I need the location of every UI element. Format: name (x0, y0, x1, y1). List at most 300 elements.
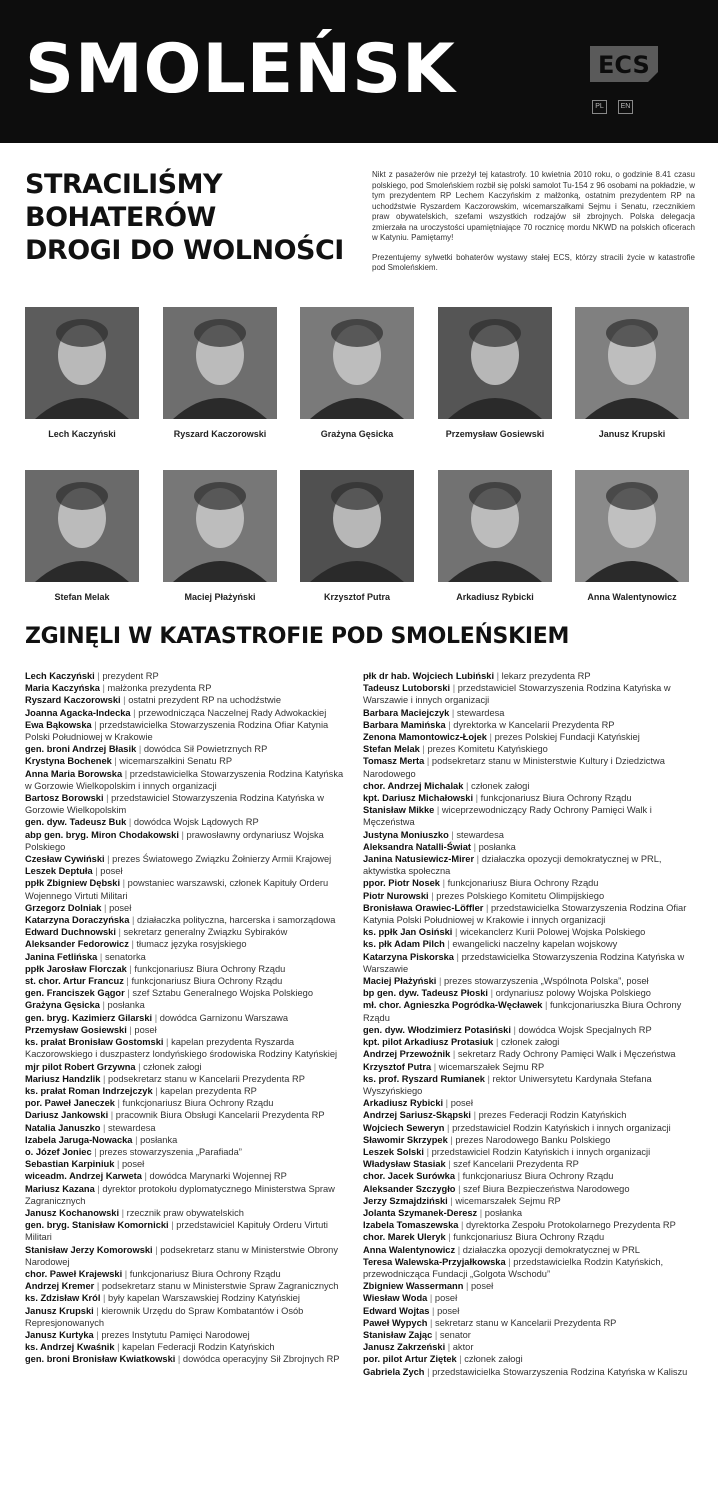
victim-entry: Justyna Moniuszko | stewardesa (363, 829, 504, 840)
ecs-logo (590, 46, 658, 82)
victim-entry: Barbara Mamińska | dyrektorka w Kancelarii Prezydenta RP (363, 719, 615, 730)
victim-role: aktor (452, 1342, 474, 1353)
victim-role: poseł (100, 866, 123, 877)
victim-entry: bp gen. dyw. Tadeusz Płoski | ordynariusz polowy Wojska Polskiego (363, 988, 651, 999)
victim-name: Leszek Solski (363, 1146, 424, 1157)
victim-entry: gen. broni Bronisław Kwiatkowski | dowódca operacyjny Sił Zbrojnych RP (25, 1354, 340, 1365)
ecs-logo-text: ECS (598, 51, 650, 79)
victim-entry: Bronisława Orawiec-Löffler | przedstawicielka Stowarzyszenia Rodzina Ofiar Katynia Polski Południowej w Krakowie i innych organizacji (363, 902, 687, 926)
victim-entry: ks. Andrzej Kwaśnik | kapelan Federacji Rodzin Katyńskich (25, 1342, 275, 1353)
victim-role: funkcjonariusz Biura Ochrony Rządu (453, 1232, 605, 1243)
victim-entry: Krystyna Bochenek | wicemarszałkini Senatu RP (25, 756, 233, 767)
victim-entry: Zenona Mamontowicz-Łojek | prezes Polskiej Fundacji Katyńskiej (363, 732, 640, 743)
victim-entry: Jolanta Szymanek-Deresz | posłanka (363, 1207, 523, 1218)
victim-entry: gen. broni Andrzej Błasik | dowódca Sił Powietrznych RP (25, 744, 268, 755)
victim-entry: Edward Duchnowski | sekretarz generalny Związku Sybiraków (25, 927, 288, 938)
victim-name: mł. chor. Agnieszka Pogródka-Węcławek (363, 1000, 543, 1011)
victim-name: Zbigniew Wassermann (363, 1281, 464, 1292)
victim-role: prezes Polskiej Fundacji Katyńskiej (494, 732, 640, 743)
victim-role: kapelan prezydenta Ryszarda Kaczorowskiego i duszpasterz londyńskiego środowiska Rodziny Katyńskiej (25, 1037, 338, 1060)
victim-name: Izabela Tomaszewska (363, 1220, 459, 1231)
victim-entry: Mariusz Handzlik | podsekretarz stanu w Kancelarii Prezydenta RP (25, 1073, 305, 1084)
victim-role: prezes Federacji Rodzin Katyńskich (478, 1110, 627, 1121)
portrait-photo (438, 470, 552, 582)
victim-entry: gen. bryg. Stanisław Komornicki | przedstawiciel Kapituły Orderu Virtuti Militari (25, 1220, 328, 1243)
victim-role: kapelan Federacji Rodzin Katyńskich (122, 1342, 275, 1353)
hero-card (25, 470, 139, 602)
victim-entry: gen. dyw. Tadeusz Buk | dowódca Wojsk Lądowych RP (25, 817, 259, 828)
intro-paragraph: Prezentujemy sylwetki bohaterów wystawy stałej ECS, którzy stracili życie w katastrofie pod Smoleńskiem. (372, 252, 695, 272)
victim-name: Czesław Cywiński (25, 854, 105, 865)
victim-role: dowódca operacyjny Sił Zbrojnych RP (182, 1354, 340, 1365)
victim-role: dowódca Sił Powietrznych RP (143, 744, 268, 755)
victim-role: prezes Polskiego Komitetu Olimpijskiego (436, 890, 605, 901)
victim-name: por. Paweł Janeczek (25, 1098, 115, 1109)
victim-name: Maciej Płażyński (363, 976, 437, 987)
victim-entry: Wiesław Woda | poseł (363, 1293, 458, 1304)
portrait-photo (163, 470, 277, 582)
victim-name: chor. Jacek Surówka (363, 1171, 455, 1182)
victim-role: poseł (437, 1305, 460, 1316)
victim-role: podsekretarz stanu w Ministerstwie Obrony Narodowej (25, 1244, 338, 1267)
portrait-photo (25, 307, 139, 419)
victim-name: Janina Natusiewicz-Mirer (363, 854, 475, 865)
victim-entry: ppłk Zbigniew Dębski | powstaniec warszawski, członek Kapituły Orderu Wojennego Virtuti Militari (25, 878, 329, 901)
victim-name: Arkadiusz Rybicki (363, 1098, 444, 1109)
victim-role: funkcjonariusz Biura Ochrony Rządu (131, 976, 283, 987)
victim-entry: chor. Andrzej Michalak | członek załogi (363, 780, 530, 791)
victim-entry: Ryszard Kaczorowski | ostatni prezydent RP na uchodźstwie (25, 695, 281, 706)
hero-card (575, 307, 689, 439)
hero-card (575, 470, 689, 602)
victim-role: dyrektor protokołu dyplomatycznego Ministerstwa Spraw Zagranicznych (25, 1183, 335, 1206)
victim-name: kpt. pilot Arkadiusz Protasiuk (363, 1037, 494, 1048)
victim-entry: Krzysztof Putra | wicemarszałek Sejmu RP (363, 1061, 545, 1072)
portrait-photo (300, 470, 414, 582)
victim-name: Edward Wojtas (363, 1305, 430, 1316)
victim-entry: kpt. Dariusz Michałowski | funkcjonariusz Biura Ochrony Rządu (363, 793, 632, 804)
victim-role: wicemarszałek Sejmu RP (438, 1061, 545, 1072)
victim-role: dyrektorka Zespołu Protokolarnego Prezydenta RP (466, 1220, 676, 1231)
victim-role: przedstawiciel Kapituły Orderu Virtuti Militari (25, 1220, 328, 1243)
victim-role: sekretarz generalny Związku Sybiraków (123, 927, 288, 938)
victim-name: chor. Paweł Krajewski (25, 1268, 123, 1279)
victim-entry: Maria Kaczyńska | małżonka prezydenta RP (25, 683, 212, 694)
victim-name: Andrzej Przewoźnik (363, 1049, 451, 1060)
victim-entry: Aleksandra Natalli-Świat | posłanka (363, 841, 516, 852)
victim-name: o. Józef Joniec (25, 1146, 92, 1157)
victim-role: sekretarz Rady Ochrony Pamięci Walk i Męczeństwa (457, 1049, 676, 1060)
victims-list-left (25, 670, 345, 1366)
victim-name: Wojciech Seweryn (363, 1122, 445, 1133)
victim-role: działaczka opozycji demokratycznej w PRL, aktywistka społeczna (363, 854, 662, 877)
victim-role: prezes Narodowego Banku Polskiego (455, 1134, 611, 1145)
victim-role: poseł (434, 1293, 458, 1304)
victim-entry: płk dr hab. Wojciech Lubiński | lekarz prezydenta RP (363, 671, 591, 681)
victim-entry: chor. Jacek Surówka | funkcjonariusz Biura Ochrony Rządu (363, 1171, 614, 1182)
portrait-photo (163, 307, 277, 419)
victim-entry: Dariusz Jankowski | pracownik Biura Obsługi Kancelarii Prezydenta RP (25, 1110, 325, 1121)
portrait-photo (25, 470, 139, 582)
victim-name: ks. ppłk Jan Osiński (363, 927, 453, 938)
victim-role: szef Biura Bezpieczeństwa Narodowego (463, 1183, 630, 1194)
victim-name: por. pilot Artur Ziętek (363, 1354, 457, 1365)
victim-role: poseł (121, 1159, 145, 1170)
hero-card (25, 307, 139, 439)
victim-entry: Andrzej Sariusz-Skąpski | prezes Federacji Rodzin Katyńskich (363, 1110, 627, 1121)
victim-name: Anna Walentynowicz (363, 1244, 456, 1255)
victim-entry: Andrzej Przewoźnik | sekretarz Rady Ochrony Pamięci Walk i Męczeństwa (363, 1049, 676, 1060)
victim-entry: Maciej Płażyński | prezes stowarzyszenia „Wspólnota Polska”, poseł (363, 976, 649, 987)
victim-role: ordynariusz polowy Wojska Polskiego (495, 988, 651, 999)
victim-entry: Ewa Bąkowska | przedstawicielka Stowarzyszenia Rodzina Ofiar Katynia Polski Południowej w Krakowie (25, 719, 329, 743)
victim-name: Aleksander Szczygło (363, 1183, 456, 1194)
victim-name: Edward Duchnowski (25, 927, 116, 938)
victim-role: działaczka polityczna, harcerska i samorządowa (136, 915, 336, 926)
victim-role: podsekretarz stanu w Kancelarii Prezydenta RP (108, 1073, 305, 1084)
victim-role: prezydent RP (102, 671, 159, 681)
victim-name: ks. prałat Bronisław Gostomski (25, 1037, 164, 1048)
victim-role: sekretarz stanu w Kancelarii Prezydenta RP (435, 1317, 617, 1328)
victim-name: Stanisław Zając (363, 1329, 433, 1340)
victim-entry: ks. ppłk Jan Osiński | wicekanclerz Kurii Polowej Wojska Polskiego (363, 927, 646, 938)
victim-name: Przemysław Gosiewski (25, 1024, 127, 1035)
victim-name: Sławomir Skrzypek (363, 1134, 448, 1145)
victim-entry: Grzegorz Dolniak | poseł (25, 902, 132, 913)
victim-role: dowódca Wojsk Specjalnych RP (518, 1024, 652, 1035)
victim-role: tłumacz języka rosyjskiego (136, 939, 247, 950)
victim-role: funkcjonariusz Biura Ochrony Rządu (447, 878, 599, 889)
intro-headline (25, 168, 355, 267)
victim-name: Stanisław Jerzy Komorowski (25, 1244, 153, 1255)
victim-role: przedstawicielka Stowarzyszenia Rodzina Katyńska w Kaliszu (432, 1366, 688, 1377)
language-en-button[interactable]: EN (618, 100, 633, 114)
victim-entry: gen. dyw. Włodzimierz Potasiński | dowódca Wojsk Specjalnych RP (363, 1024, 652, 1035)
portrait-photo (575, 307, 689, 419)
victim-entry: Sławomir Skrzypek | prezes Narodowego Banku Polskiego (363, 1134, 611, 1145)
victim-name: wiceadm. Andrzej Karweta (25, 1171, 142, 1182)
hero-card (163, 470, 277, 602)
victim-entry: ks. płk Adam Pilch | ewangelicki naczelny kapelan wojskowy (363, 939, 618, 950)
list-title: ZGINĘLI W KATASTROFIE POD SMOLEŃSKIEM (25, 624, 570, 649)
victim-name: ppłk Zbigniew Dębski (25, 878, 121, 889)
victim-name: bp gen. dyw. Tadeusz Płoski (363, 988, 489, 999)
victim-entry: gen. bryg. Kazimierz Gilarski | dowódca Garnizonu Warszawa (25, 1012, 289, 1023)
hero-name: Janusz Krupski (598, 429, 666, 439)
victim-name: ks. Andrzej Kwaśnik (25, 1342, 115, 1353)
victims-list-right (363, 670, 693, 1378)
victim-entry: Arkadiusz Rybicki | poseł (363, 1098, 473, 1109)
victim-name: chor. Marek Uleryk (363, 1232, 446, 1243)
hero-name: Maciej Płażyński (184, 592, 256, 602)
victim-role: prezes stowarzyszenia „Parafiada” (99, 1146, 242, 1157)
victim-role: posłanka (107, 1000, 145, 1011)
victim-name: Maria Kaczyńska (25, 683, 100, 694)
victim-name: Teresa Walewska-Przyjałkowska (363, 1256, 506, 1267)
victim-entry: Zbigniew Wassermann | poseł (363, 1281, 494, 1292)
language-pl-button[interactable]: PL (592, 100, 607, 114)
headline-line: STRACILIŚMY (25, 169, 223, 200)
victim-role: przewodnicząca Naczelnej Rady Adwokackiej (138, 707, 327, 718)
hero-name: Lech Kaczyński (48, 429, 116, 439)
victim-name: Anna Maria Borowska (25, 768, 123, 779)
victim-entry: Katarzyna Doraczyńska | działaczka polityczna, harcerska i samorządowa (25, 915, 336, 926)
victim-name: Janusz Krupski (25, 1305, 94, 1316)
victim-entry: Barbara Maciejczyk | stewardesa (363, 707, 505, 718)
victim-role: funkcjonariusz Biura Ochrony Rządu (134, 963, 286, 974)
victim-name: ks. prałat Roman Indrzejczyk (25, 1085, 153, 1096)
headline-line: DROGI DO WOLNOŚCI (25, 235, 344, 266)
victim-role: posłanka (140, 1134, 178, 1145)
victim-name: Katarzyna Doraczyńska (25, 915, 130, 926)
victim-role: wicemarszałek Sejmu RP (455, 1195, 561, 1206)
victim-role: szef Kancelarii Prezydenta RP (453, 1159, 579, 1170)
victim-entry: Tadeusz Lutoborski | przedstawiciel Stowarzyszenia Rodzina Katyńska w Warszawie i innych organizacji (363, 683, 671, 706)
victim-entry: ks. prałat Roman Indrzejczyk | kapelan prezydenta RP (25, 1085, 257, 1096)
victim-entry: chor. Marek Uleryk | funkcjonariusz Biura Ochrony Rządu (363, 1232, 605, 1243)
victim-entry: Lech Kaczyński | prezydent RP (25, 671, 159, 681)
victim-role: przedstawicielka Rodzin Katyńskich, przewodnicząca Fundacji „Golgota Wschodu” (363, 1256, 664, 1279)
victim-entry: Katarzyna Piskorska | przedstawicielka Stowarzyszenia Rodzina Katyńska w Warszawie (363, 951, 685, 974)
hero-name: Przemysław Gosiewski (445, 429, 545, 439)
victim-role: rektor Uniwersytetu Kardynała Stefana Wyszyńskiego (363, 1073, 652, 1096)
victim-entry: Janusz Kurtyka | prezes Instytutu Pamięci Narodowej (25, 1329, 250, 1340)
hero-card (163, 307, 277, 439)
victim-name: Bartosz Borowski (25, 793, 104, 804)
victim-role: przedstawicielka Stowarzyszenia Rodzina Ofiar Katynia Polski Południowej w Krakowie (25, 719, 329, 743)
victim-name: gen. broni Andrzej Błasik (25, 744, 137, 755)
victim-name: gen. Franciszek Gągor (25, 988, 125, 999)
victim-name: ppłk Jarosław Florczak (25, 963, 127, 974)
hero-name: Ryszard Kaczorowski (173, 429, 267, 439)
victim-entry: Janina Natusiewicz-Mirer | działaczka opozycji demokratycznej w PRL, aktywistka społeczna (363, 854, 662, 877)
victim-name: Andrzej Sariusz-Skąpski (363, 1110, 471, 1121)
victim-name: Władysław Stasiak (363, 1159, 446, 1170)
hero-name: Krzysztof Putra (323, 592, 390, 602)
victim-role: podsekretarz stanu w Ministerstwie Spraw Zagranicznych (101, 1281, 339, 1292)
victim-role: wicekanclerz Kurii Polowej Wojska Polskiego (460, 927, 646, 938)
victim-entry: Bartosz Borowski | przedstawiciel Stowarzyszenia Rodzina Katyńska w Gorzowie Wielkopolskim (25, 793, 325, 816)
victim-role: prezes Instytutu Pamięci Narodowej (101, 1329, 250, 1340)
victim-role: dyrektorka w Kancelarii Prezydenta RP (453, 719, 615, 730)
victim-role: ostatni prezydent RP na uchodźstwie (128, 695, 281, 706)
victim-role: kapelan prezydenta RP (160, 1085, 257, 1096)
victim-entry: ks. prof. Ryszard Rumianek | rektor Uniwersytetu Kardynała Stefana Wyszyńskiego (363, 1073, 652, 1096)
victim-name: Paweł Wypych (363, 1317, 428, 1328)
victim-name: gen. bryg. Stanisław Komornicki (25, 1220, 169, 1231)
victim-entry: Janina Fetlińska | senatorka (25, 951, 146, 962)
victim-name: Izabela Jaruga-Nowacka (25, 1134, 133, 1145)
victim-role: podsekretarz stanu w Ministerstwie Kultury i Dziedzictwa Narodowego (363, 756, 665, 779)
victim-role: stewardesa (456, 707, 505, 718)
victim-name: Aleksander Fedorowicz (25, 939, 129, 950)
victim-role: przedstawicielka Stowarzyszenia Rodzina Katyńska w Warszawie (363, 951, 685, 974)
victim-entry: Piotr Nurowski | prezes Polskiego Komitetu Olimpijskiego (363, 890, 605, 901)
victim-name: gen. broni Bronisław Kwiatkowski (25, 1354, 176, 1365)
victim-name: Ewa Bąkowska (25, 719, 92, 730)
victim-entry: Natalia Januszko | stewardesa (25, 1122, 156, 1133)
victim-name: Barbara Maciejczyk (363, 707, 450, 718)
victim-entry: Leszek Deptuła | poseł (25, 866, 123, 877)
victim-entry: o. Józef Joniec | prezes stowarzyszenia „Parafiada” (25, 1146, 242, 1157)
victim-name: chor. Andrzej Michalak (363, 780, 464, 791)
victim-entry: Anna Maria Borowska | przedstawicielka Stowarzyszenia Rodzina Katyńska w Gorzowie Wielkopolskim i innych organizacji (25, 768, 344, 791)
victim-name: Jolanta Szymanek-Deresz (363, 1207, 478, 1218)
victim-entry: Leszek Solski | przedstawiciel Rodzin Katyńskich i innych organizacji (363, 1146, 651, 1157)
hero-card (300, 470, 414, 602)
victim-name: mjr pilot Robert Grzywna (25, 1061, 136, 1072)
victim-role: wicemarszałkini Senatu RP (119, 756, 233, 767)
victim-name: gen. dyw. Tadeusz Buk (25, 817, 127, 828)
victim-role: senator (439, 1329, 471, 1340)
victim-role: lekarz prezydenta RP (501, 671, 591, 681)
victim-name: Janusz Zakrzeński (363, 1342, 446, 1353)
victim-entry: Stanisław Mikke | wiceprzewodniczący Rady Ochrony Pamięci Walk i Męczeństwa (363, 805, 652, 828)
victim-role: funkcjonariuszka Biura Ochrony Rządu (363, 1000, 682, 1023)
victim-role: były kapelan Warszawskiej Rodziny Katyńskiej (108, 1293, 300, 1304)
victim-entry: Stanisław Zając | senator (363, 1329, 471, 1340)
victim-name: Ryszard Kaczorowski (25, 695, 121, 706)
victim-role: członek załogi (464, 1354, 523, 1365)
victim-role: członek załogi (143, 1061, 202, 1072)
victim-name: Wiesław Woda (363, 1293, 428, 1304)
victim-entry: Władysław Stasiak | szef Kancelarii Prezydenta RP (363, 1159, 579, 1170)
victim-role: funkcjonariusz Biura Ochrony Rządu (129, 1268, 281, 1279)
hero-name: Stefan Melak (54, 592, 110, 602)
victim-role: pracownik Biura Obsługi Kancelarii Prezydenta RP (115, 1110, 325, 1121)
victim-entry: Wojciech Seweryn | przedstawiciel Rodzin Katyńskich i innych organizacji (363, 1122, 671, 1133)
victim-entry: Sebastian Karpiniuk | poseł (25, 1159, 145, 1170)
victim-role: dowódca Wojsk Lądowych RP (133, 817, 259, 828)
victim-name: Krystyna Bochenek (25, 756, 112, 767)
victim-entry: Janusz Kochanowski | rzecznik praw obywatelskich (25, 1207, 244, 1218)
victim-name: Sebastian Karpiniuk (25, 1159, 115, 1170)
victim-role: przedstawiciel Stowarzyszenia Rodzina Katyńska w Gorzowie Wielkopolskim (25, 793, 325, 816)
victim-name: Stefan Melak (363, 744, 420, 755)
victim-name: Andrzej Kremer (25, 1281, 95, 1292)
victim-entry: Aleksander Szczygło | szef Biura Bezpieczeństwa Narodowego (363, 1183, 630, 1194)
victim-role: poseł (450, 1098, 473, 1109)
victim-entry: ks. Zdzisław Król | były kapelan Warszawskiej Rodziny Katyńskiej (25, 1293, 300, 1304)
victim-entry: Stefan Melak | prezes Komitetu Katyńskiego (363, 744, 548, 755)
portrait-photo (575, 470, 689, 582)
hero-card (300, 307, 414, 439)
victim-role: przedstawiciel Rodzin Katyńskich i innych organizacji (431, 1146, 651, 1157)
victim-role: kierownik Urzędu do Spraw Kombatantów i Osób Represjonowanych (25, 1305, 304, 1328)
victim-name: Aleksandra Natalli-Świat (363, 841, 471, 852)
victim-entry: Grażyna Gęsicka | posłanka (25, 1000, 145, 1011)
page-header (0, 0, 718, 143)
victim-entry: chor. Paweł Krajewski | funkcjonariusz Biura Ochrony Rządu (25, 1268, 281, 1279)
victim-name: Grzegorz Dolniak (25, 902, 102, 913)
hero-card (438, 470, 552, 602)
victim-role: działaczka opozycji demokratycznej w PRL (462, 1244, 640, 1255)
victim-role: szef Sztabu Generalnego Wojska Polskiego (132, 988, 314, 999)
victim-entry: ppłk Jarosław Florczak | funkcjonariusz Biura Ochrony Rządu (25, 963, 286, 974)
victim-role: posłanka (484, 1207, 523, 1218)
victim-entry: Joanna Agacka-Indecka | przewodnicząca Naczelnej Rady Adwokackiej (25, 707, 327, 718)
victim-entry: Janusz Krupski | kierownik Urzędu do Spraw Kombatantów i Osób Represjonowanych (25, 1305, 304, 1328)
victim-role: ewangelicki naczelny kapelan wojskowy (452, 939, 618, 950)
victim-name: Stanisław Mikke (363, 805, 435, 816)
victim-name: Krzysztof Putra (363, 1061, 432, 1072)
victim-entry: Edward Wojtas | poseł (363, 1305, 460, 1316)
victim-name: Leszek Deptuła (25, 866, 93, 877)
victim-name: Mariusz Kazana (25, 1183, 95, 1194)
victim-role: prezes Komitetu Katyńskiego (427, 744, 548, 755)
victim-entry: Mariusz Kazana | dyrektor protokołu dyplomatycznego Ministerstwa Spraw Zagranicznych (25, 1183, 335, 1206)
victim-role: poseł (471, 1281, 494, 1292)
victim-entry: Stanisław Jerzy Komorowski | podsekretarz stanu w Ministerstwie Obrony Narodowej (25, 1244, 338, 1267)
victim-name: gen. bryg. Kazimierz Gilarski (25, 1012, 153, 1023)
victim-name: Dariusz Jankowski (25, 1110, 109, 1121)
victim-role: poseł (134, 1024, 157, 1035)
victim-entry: Przemysław Gosiewski | poseł (25, 1024, 157, 1035)
victim-role: prawosławny ordynariusz Wojska Polskiego (25, 829, 324, 852)
victim-role: prezes stowarzyszenia „Wspólnota Polska”, poseł (443, 976, 649, 987)
victim-role: członek załogi (471, 780, 530, 791)
portrait-photo (300, 307, 414, 419)
victim-entry: por. pilot Artur Ziętek | członek załogi (363, 1354, 523, 1365)
hero-card (438, 307, 552, 439)
victim-entry: ks. prałat Bronisław Gostomski | kapelan prezydenta Ryszarda Kaczorowskiego i duszpasterz londyńskiego środowiska Rodziny Katyńskiej (25, 1037, 338, 1060)
victim-name: Tomasz Merta (363, 756, 425, 767)
victim-name: Lech Kaczyński (25, 671, 95, 681)
victim-name: Janusz Kochanowski (25, 1207, 120, 1218)
victim-entry: wiceadm. Andrzej Karweta | dowódca Marynarki Wojennej RP (25, 1171, 287, 1182)
victim-entry: Gabriela Zych | przedstawicielka Stowarzyszenia Rodzina Katyńska w Kaliszu (363, 1366, 688, 1377)
victim-role: funkcjonariusz Biura Ochrony Rządu (462, 1171, 614, 1182)
victim-entry: mjr pilot Robert Grzywna | członek załogi (25, 1061, 202, 1072)
victim-entry: abp gen. bryg. Miron Chodakowski | prawosławny ordynariusz Wojska Polskiego (25, 829, 324, 852)
victim-entry: Izabela Tomaszewska | dyrektorka Zespołu Protokolarnego Prezydenta RP (363, 1220, 676, 1231)
victim-name: ks. Zdzisław Król (25, 1293, 101, 1304)
victim-role: funkcjonariusz Biura Ochrony Rządu (122, 1098, 274, 1109)
victim-role: wiceprzewodniczący Rady Ochrony Pamięci Walk i Męczeństwa (363, 805, 652, 828)
victim-role: małżonka prezydenta RP (107, 683, 212, 694)
victim-name: Justyna Moniuszko (363, 829, 449, 840)
victim-entry: Paweł Wypych | sekretarz stanu w Kancelarii Prezydenta RP (363, 1317, 617, 1328)
victim-role: przedstawicielka Stowarzyszenia Rodzina Ofiar Katynia Polski Południowej w Krakowie i innych organizacji (363, 902, 687, 926)
intro-text (372, 170, 695, 274)
victim-entry: Tomasz Merta | podsekretarz stanu w Ministerstwie Kultury i Dziedzictwa Narodowego (363, 756, 665, 779)
victim-role: przedstawicielka Stowarzyszenia Rodzina Katyńska w Gorzowie Wielkopolskim i innych organizacji (25, 768, 344, 791)
victim-name: Bronisława Orawiec-Löffler (363, 902, 484, 913)
victim-name: Piotr Nurowski (363, 890, 429, 901)
victim-name: Jerzy Szmajdziński (363, 1195, 448, 1206)
victim-name: Janusz Kurtyka (25, 1329, 94, 1340)
victim-role: powstaniec warszawski, członek Kapituły Orderu Wojennego Virtuti Militari (25, 878, 329, 901)
victim-role: poseł (109, 902, 132, 913)
victim-role: prezes Światowego Związku Żołnierzy Armii Krajowej (112, 854, 332, 865)
victim-entry: st. chor. Artur Francuz | funkcjonariusz Biura Ochrony Rządu (25, 976, 283, 987)
victim-name: Barbara Mamińska (363, 719, 446, 730)
victim-role: przedstawiciel Rodzin Katyńskich i innych organizacji (452, 1122, 671, 1133)
victim-name: gen. dyw. Włodzimierz Potasiński (363, 1024, 511, 1035)
victim-role: posłanka (478, 841, 516, 852)
victim-role: funkcjonariusz Biura Ochrony Rządu (480, 793, 632, 804)
victim-entry: Jerzy Szmajdziński | wicemarszałek Sejmu RP (363, 1195, 561, 1206)
victim-entry: gen. Franciszek Gągor | szef Sztabu Generalnego Wojska Polskiego (25, 988, 314, 999)
victim-name: Katarzyna Piskorska (363, 951, 454, 962)
victim-role: dowódca Garnizonu Warszawa (159, 1012, 289, 1023)
victim-entry: mł. chor. Agnieszka Pogródka-Węcławek | funkcjonariuszka Biura Ochrony Rządu (363, 1000, 682, 1023)
victim-name: st. chor. Artur Francuz (25, 976, 124, 987)
victim-entry: Andrzej Kremer | podsekretarz stanu w Ministerstwie Spraw Zagranicznych (25, 1281, 339, 1292)
victim-role: stewardesa (456, 829, 504, 840)
hero-name: Arkadiusz Rybicki (456, 592, 534, 602)
victim-role: senatorka (104, 951, 146, 962)
